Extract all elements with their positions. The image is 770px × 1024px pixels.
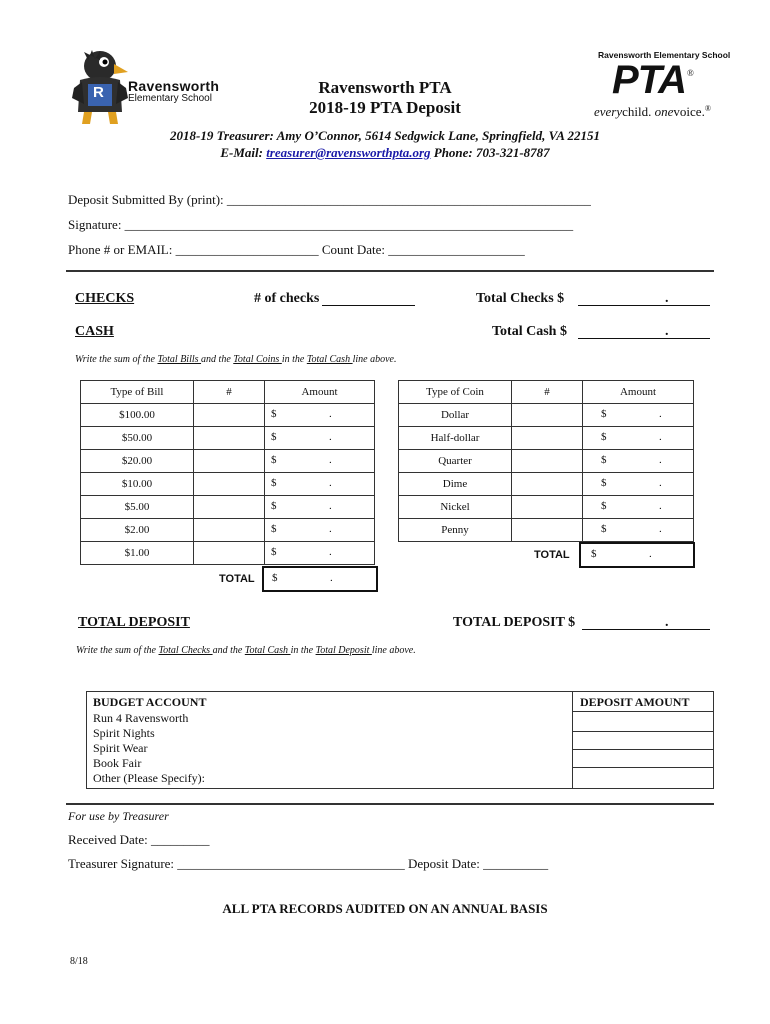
coin-count-input[interactable] xyxy=(512,450,583,473)
deposit-amount-header: DEPOSIT AMOUNT xyxy=(580,695,690,709)
coin-amount-input[interactable] xyxy=(583,496,694,519)
table-row xyxy=(399,404,694,427)
coin-type: Dollar xyxy=(399,404,512,427)
cash-instr-prefix: Write the sum of the xyxy=(75,354,158,365)
decimal-point: . xyxy=(659,523,662,535)
bills-header-type: Type of Bill xyxy=(81,381,194,404)
treasurer-phone: Phone: 703-321-8787 xyxy=(430,145,550,160)
tagline-one: one xyxy=(654,104,674,119)
decimal-point: . xyxy=(659,408,662,420)
audit-notice: ALL PTA RECORDS AUDITED ON AN ANNUAL BASIS xyxy=(222,901,548,916)
cash-instr-and: and the xyxy=(201,354,234,365)
tagline-voice: voice. xyxy=(673,104,705,119)
submitted-by-field[interactable]: Deposit Submitted By (print): ________________________________________________________ xyxy=(68,192,591,207)
decimal-point: . xyxy=(329,500,332,512)
bills-header-amount: Amount xyxy=(265,381,375,404)
logo-school-name: Ravensworth xyxy=(128,78,220,94)
page-subtitle: 2018-19 PTA Deposit xyxy=(309,98,461,117)
decimal-point: . xyxy=(649,548,652,560)
bill-count-input[interactable] xyxy=(194,496,265,519)
decimal-point: . xyxy=(659,431,662,443)
coins-header-amount: Amount xyxy=(583,381,694,404)
budget-item: Spirit Nights xyxy=(93,726,155,740)
bills-header-count: # xyxy=(194,381,265,404)
bill-count-input[interactable] xyxy=(194,404,265,427)
budget-item: Book Fair xyxy=(93,756,142,770)
bill-count-input[interactable] xyxy=(194,450,265,473)
decimal-point: . xyxy=(329,408,332,420)
budget-table xyxy=(86,691,714,789)
dollar-sign: $ xyxy=(601,431,607,443)
total-checks-field[interactable] xyxy=(578,305,710,306)
treasurer-signature-field[interactable]: Treasurer Signature: ___________________________________ Deposit Date: __________ xyxy=(68,856,549,871)
cash-instruction xyxy=(75,354,396,365)
dollar-sign: $ xyxy=(271,408,277,420)
coin-count-input[interactable] xyxy=(512,496,583,519)
bills-total-label: TOTAL xyxy=(219,573,255,585)
coin-count-input[interactable] xyxy=(512,427,583,450)
decimal-point: . xyxy=(659,454,662,466)
coins-total-label: TOTAL xyxy=(534,549,570,561)
cash-instr-bills: Total Bills xyxy=(157,354,202,365)
dollar-sign: $ xyxy=(272,572,278,584)
cash-label: CASH xyxy=(75,324,114,339)
table-row xyxy=(399,519,694,542)
pta-brand-school: Ravensworth Elementary School xyxy=(598,50,731,60)
total-checks-decimal: . xyxy=(665,291,669,306)
decimal-point: . xyxy=(329,431,332,443)
decimal-point: . xyxy=(329,477,332,489)
dep-instr-in: in the xyxy=(290,645,316,656)
received-date-field[interactable]: Received Date: _________ xyxy=(68,832,210,847)
table-row xyxy=(81,427,375,450)
budget-amount-input[interactable] xyxy=(573,768,713,787)
divider-top xyxy=(66,270,714,272)
table-row xyxy=(81,496,375,519)
decimal-point: . xyxy=(329,523,332,535)
decimal-point: . xyxy=(659,477,662,489)
bill-amount-input[interactable] xyxy=(265,519,375,542)
dollar-sign: $ xyxy=(271,546,277,558)
bill-type: $10.00 xyxy=(81,473,194,496)
coin-type: Half-dollar xyxy=(399,427,512,450)
dollar-sign: $ xyxy=(271,523,277,535)
number-of-checks-label: # of checks xyxy=(254,291,320,306)
treasurer-contact: 2018-19 Treasurer: Amy O’Connor, 5614 Sedgwick Lane, Springfield, VA 22151 xyxy=(170,128,600,143)
coins-header-count: # xyxy=(512,381,583,404)
coin-amount-input[interactable] xyxy=(583,450,694,473)
decimal-point: . xyxy=(330,572,333,584)
cash-instr-suffix: line above. xyxy=(352,354,397,365)
coin-amount-input[interactable] xyxy=(583,519,694,542)
dollar-sign: $ xyxy=(601,523,607,535)
table-row xyxy=(399,473,694,496)
deposit-instruction xyxy=(76,645,416,656)
email-label: E-Mail: xyxy=(220,145,267,160)
cash-instr-in: in the xyxy=(281,354,307,365)
table-row xyxy=(81,542,375,565)
form-version: 8/18 xyxy=(70,956,88,967)
bills-total-input[interactable] xyxy=(262,566,378,592)
dollar-sign: $ xyxy=(271,500,277,512)
total-deposit-decimal: . xyxy=(665,615,669,630)
bill-amount-input[interactable] xyxy=(265,404,375,427)
pta-registered-mark: ® xyxy=(687,68,694,78)
bill-type: $1.00 xyxy=(81,542,194,565)
budget-item: Run 4 Ravensworth xyxy=(93,711,189,725)
bill-amount-input[interactable] xyxy=(265,496,375,519)
bills-table xyxy=(80,380,375,565)
budget-account-header: BUDGET ACCOUNT xyxy=(93,695,207,709)
coins-total-input[interactable] xyxy=(579,542,695,568)
bill-type: $2.00 xyxy=(81,519,194,542)
logo-badge-letter: R xyxy=(93,84,104,101)
table-row xyxy=(399,496,694,519)
bill-amount-input[interactable] xyxy=(265,542,375,565)
total-cash-decimal: . xyxy=(665,324,669,339)
coin-count-input[interactable] xyxy=(512,519,583,542)
dep-instr-prefix: Write the sum of the xyxy=(76,645,159,656)
coin-type: Quarter xyxy=(399,450,512,473)
total-deposit-field[interactable] xyxy=(582,629,710,630)
dollar-sign: $ xyxy=(271,477,277,489)
dollar-sign: $ xyxy=(271,431,277,443)
decimal-point: . xyxy=(329,454,332,466)
number-of-checks-field[interactable] xyxy=(322,305,415,306)
treasurer-email-link[interactable]: treasurer@ravensworthpta.org xyxy=(266,145,431,160)
coin-type: Nickel xyxy=(399,496,512,519)
bill-type: $20.00 xyxy=(81,450,194,473)
total-checks-label: Total Checks $ xyxy=(476,291,565,306)
table-row xyxy=(81,404,375,427)
budget-amount-input[interactable] xyxy=(573,712,713,731)
budget-amount-input[interactable] xyxy=(573,732,713,749)
bill-count-input[interactable] xyxy=(194,427,265,450)
dollar-sign: $ xyxy=(601,500,607,512)
tagline-registered: ® xyxy=(704,104,711,113)
budget-item: Spirit Wear xyxy=(93,741,148,755)
dollar-sign: $ xyxy=(601,477,607,489)
coin-type: Dime xyxy=(399,473,512,496)
bill-count-input[interactable] xyxy=(194,542,265,565)
dep-instr-and: and the xyxy=(212,645,245,656)
coins-header-type: Type of Coin xyxy=(399,381,512,404)
phone-email-count-date-field[interactable]: Phone # or EMAIL: ______________________ Count Date: _____________________ xyxy=(68,242,525,257)
dep-instr-checks: Total Checks xyxy=(158,645,213,656)
total-cash-field[interactable] xyxy=(578,338,710,339)
bill-count-input[interactable] xyxy=(194,519,265,542)
tagline-every: every xyxy=(594,104,623,119)
checks-label: CHECKS xyxy=(75,291,135,306)
dollar-sign: $ xyxy=(601,454,607,466)
dollar-sign: $ xyxy=(591,548,597,560)
total-deposit-heading: TOTAL DEPOSIT xyxy=(78,615,190,630)
tagline-child: child. xyxy=(622,104,652,119)
budget-item: Other (Please Specify): xyxy=(93,771,205,785)
bill-amount-input[interactable] xyxy=(265,473,375,496)
dollar-sign: $ xyxy=(271,454,277,466)
treasurer-section-label: For use by Treasurer xyxy=(68,809,169,823)
table-row xyxy=(399,427,694,450)
signature-field[interactable]: Signature: _____________________________________________________________________ xyxy=(68,217,574,232)
budget-amount-input[interactable] xyxy=(573,750,713,767)
coin-type: Penny xyxy=(399,519,512,542)
total-deposit-label: TOTAL DEPOSIT $ xyxy=(453,615,576,630)
coins-table xyxy=(398,380,694,542)
dep-instr-suffix: line above. xyxy=(371,645,416,656)
table-row xyxy=(81,473,375,496)
bill-type: $50.00 xyxy=(81,427,194,450)
cash-instr-coins: Total Coins xyxy=(233,354,282,365)
dep-instr-deposit: Total Deposit xyxy=(315,645,372,656)
bill-count-input[interactable] xyxy=(194,473,265,496)
total-cash-label: Total Cash $ xyxy=(492,324,567,339)
logo-school-subtitle: Elementary School xyxy=(128,93,212,104)
page-title: Ravensworth PTA xyxy=(318,78,452,97)
bill-type: $5.00 xyxy=(81,496,194,519)
bill-amount-input[interactable] xyxy=(265,427,375,450)
dep-instr-cash: Total Cash xyxy=(244,645,291,656)
dollar-sign: $ xyxy=(601,408,607,420)
decimal-point: . xyxy=(659,500,662,512)
coin-amount-input[interactable] xyxy=(583,404,694,427)
bill-type: $100.00 xyxy=(81,404,194,427)
coin-amount-input[interactable] xyxy=(583,427,694,450)
coin-count-input[interactable] xyxy=(512,473,583,496)
divider-treasurer xyxy=(66,803,714,805)
coin-amount-input[interactable] xyxy=(583,473,694,496)
table-row xyxy=(81,450,375,473)
cash-instr-cash: Total Cash xyxy=(306,354,353,365)
decimal-point: . xyxy=(329,546,332,558)
bill-amount-input[interactable] xyxy=(265,450,375,473)
table-row xyxy=(81,519,375,542)
pta-logo-mark: PTA xyxy=(612,58,687,102)
coin-count-input[interactable] xyxy=(512,404,583,427)
table-row xyxy=(399,450,694,473)
email-phone-line xyxy=(0,145,770,161)
